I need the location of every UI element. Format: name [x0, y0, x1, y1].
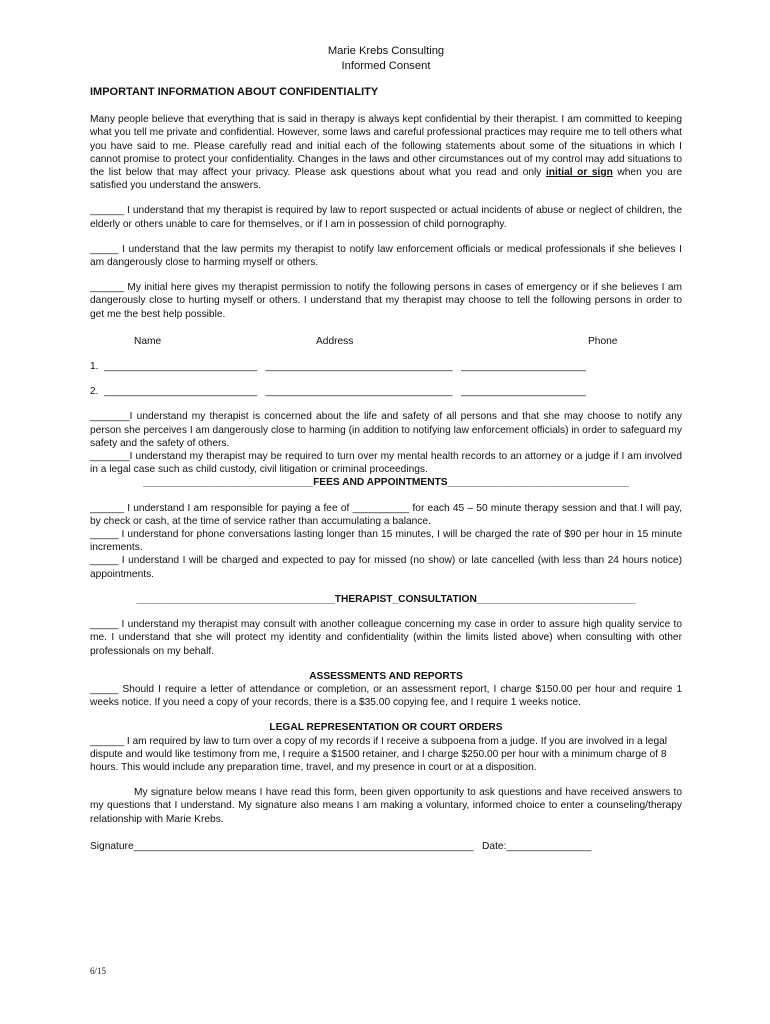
- fees-item-1[interactable]: ______ I understand I am responsible for paying a fee of __________ for each 45 – 50 minute therapy session and that I will pay, by check or cash, at the time of service rather than accumulating a balance.: [90, 502, 682, 527]
- confidentiality-item-3[interactable]: ______ My initial here gives my therapist permission to notify the following persons in cases of emergency or if she believes I am dangerously close to hurting myself or others. I understand that my therapist may choose to tell the following persons in order to get me the best help possible.: [90, 282, 682, 320]
- contact-row-1[interactable]: 1. ___________________________ _________________________________ ______________________: [90, 361, 586, 373]
- fees-heading: ______________________________FEES AND APPOINTMENTS________________________________: [143, 477, 629, 489]
- signature-line[interactable]: Signature____________________________________________________________ Date:_______________: [90, 840, 592, 852]
- fees-item-2[interactable]: _____ I understand for phone conversations lasting longer than 15 minutes, I will be charged the rate of $90 per hour in 15 minute increments.: [90, 529, 682, 554]
- intro-paragraph: [90, 113, 682, 192]
- col-phone: Phone: [588, 335, 618, 347]
- signature-statement: My signature below means I have read this form, been given opportunity to ask questions and have received answers to my questions that I understand. My signature also means I am making a voluntary, informed choice to enter a counseling/therapy relationship with Marie Krebs.: [90, 787, 682, 825]
- col-name: Name: [134, 335, 162, 347]
- fees-item-3[interactable]: _____ I understand I will be charged and expected to pay for missed (no show) or late cancelled (with less than 24 hours notice) appointments.: [90, 555, 682, 580]
- legal-item-1[interactable]: ______ I am required by law to turn over a copy of my records if I receive a subpoena from a judge. If you are involved in a legal dispute and would like testimony from me, I require a $1500 retainer, and I charge $250.00 per hour with a minimum charge of 8 hours. This would include any preparation time, travel, and my presence in court or at a disposition.: [90, 735, 668, 773]
- contact-row-2[interactable]: 2. ___________________________ _________________________________ ______________________: [90, 386, 586, 398]
- intro-text-before: Many people believe that everything that is said in therapy is always kept confidential by their therapist. I am committed to keeping what you tell me private and confidential. However, some laws and careful professional practices may require me to tell others what you have said to me. Please carefully read and initial each of the following statements about some of the situations in which I cannot promise to protect your confidentiality. Changes in the laws and other circumstances out of my control may add situations to the list below that may affect your privacy. Please ask questions about what you read and only: [90, 114, 682, 179]
- footer-date: 6/15: [90, 966, 107, 976]
- consent-form: [90, 44, 682, 853]
- consultation-heading: ___________________________________THERAPIST_CONSULTATION____________________________: [136, 593, 636, 605]
- col-address: Address: [316, 335, 354, 347]
- assessments-heading: ASSESSMENTS AND REPORTS: [309, 670, 463, 682]
- assessments-item-1[interactable]: _____ Should I require a letter of attendance or completion, or an assessment report, I charge $150.00 per hour and require 1 weeks notice. If you need a copy of your records, there is a $35.00 copying fee, and I require 1 weeks notice.: [90, 683, 682, 709]
- document-title: Informed Consent: [341, 60, 431, 72]
- legal-heading: LEGAL REPRESENTATION OR COURT ORDERS: [269, 722, 503, 734]
- confidentiality-item-5[interactable]: _______I understand my therapist may be required to turn over my mental health records to an attorney or a judge if I am involved in a legal case such as child custody, civil litigation or criminal proceedings.: [90, 451, 682, 476]
- contact-table-header: [90, 335, 682, 348]
- intro-text-after: when you are satisfied you understand the answers.: [90, 167, 683, 192]
- confidentiality-item-2[interactable]: _____ I understand that the law permits my therapist to notify law enforcement officials or medical professionals if she believes I am dangerously close to harming myself or others.: [90, 243, 682, 269]
- confidentiality-item-1[interactable]: ______ I understand that my therapist is required by law to report suspected or actual incidents of abuse or neglect of children, the elderly or others unable to care for themselves, or if I am in possession of child pornography.: [90, 205, 682, 230]
- intro-emphasis: initial or sign: [545, 167, 613, 179]
- section-title: IMPORTANT INFORMATION ABOUT CONFIDENTIALITY: [90, 86, 379, 98]
- company-name: Marie Krebs Consulting: [327, 45, 445, 57]
- consultation-item-1[interactable]: _____ I understand my therapist may consult with another colleague concerning my case in order to assure high quality service to me. I understand that she will protect my identity and confidentiality (within the limits listed above) when consulting with other professionals on my behalf.: [90, 619, 682, 657]
- confidentiality-item-4[interactable]: _______I understand my therapist is concerned about the life and safety of all persons and that she may choose to notify any person she perceives I am dangerously close to harming (in addition to notifying law enforcement officials) in order to safeguard my safety and the safety of others.: [90, 411, 682, 449]
